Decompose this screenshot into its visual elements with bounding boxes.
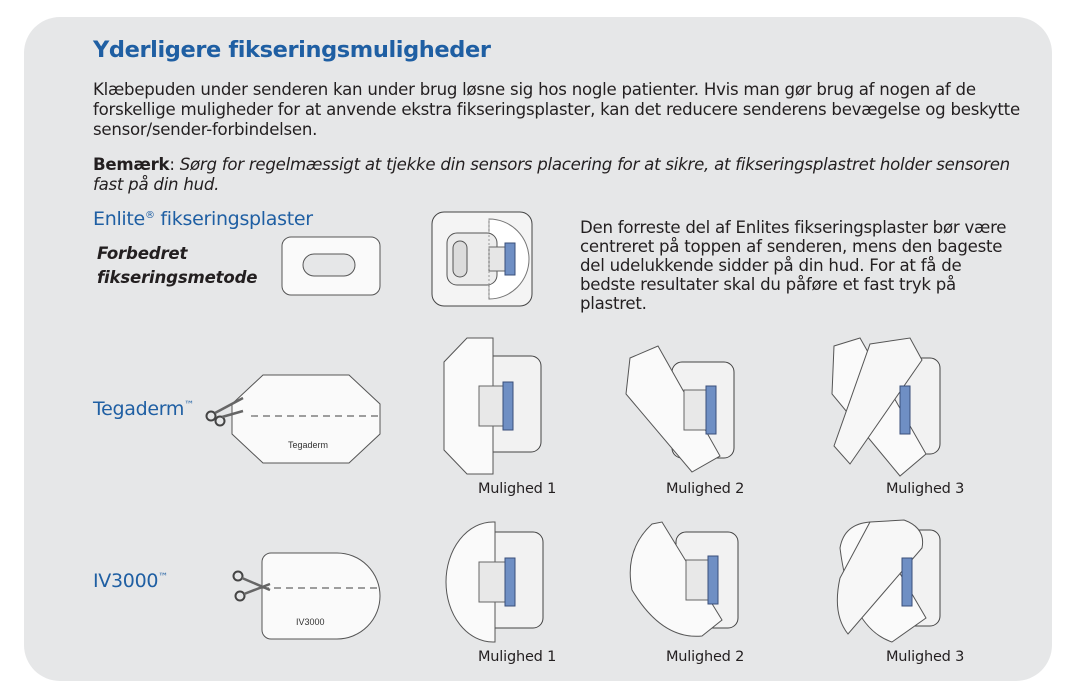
- tegaderm-option-1-caption: Mulighed 1: [478, 481, 557, 497]
- enlite-instructions: Den forreste del af Enlites fikseringsplaster bør være centreret på toppen af senderen, mens den bageste del udelukkende sidder på din hud. For at få de bedste resultater skal du påføre et fast tryk på plastret.: [580, 218, 1007, 313]
- enlite-label: [93, 208, 313, 230]
- iv3000-option-3-caption: Mulighed 3: [886, 649, 965, 665]
- tegaderm-label: [93, 398, 194, 420]
- scissors-icon: [205, 394, 245, 426]
- iv3000-option-1-illustration: [445, 520, 545, 644]
- trademark-mark: ™: [158, 572, 168, 583]
- tegaderm-option-2-caption: Mulighed 2: [666, 481, 745, 497]
- improved-line-2: fikseringsmetode: [97, 268, 258, 287]
- iv3000-patch-text: IV3000: [296, 617, 325, 627]
- note-paragraph: [93, 155, 1038, 195]
- trademark-mark: ™: [184, 400, 194, 411]
- tegaderm-option-3-illustration: [830, 336, 945, 478]
- page-title: Yderligere fikseringsmuligheder: [93, 37, 491, 63]
- registered-mark: ®: [144, 210, 155, 221]
- enlite-label-suffix: fikseringsplaster: [154, 208, 313, 230]
- enlite-patch-illustration: [281, 236, 381, 296]
- tegaderm-option-1-illustration: [443, 336, 543, 476]
- note-separator: :: [169, 155, 180, 174]
- scissors-icon: [232, 570, 272, 602]
- enlite-label-text: Enlite: [93, 208, 145, 230]
- improved-method-label: [97, 242, 257, 290]
- tegaderm-patch-illustration: [231, 374, 381, 464]
- iv3000-option-2-caption: Mulighed 2: [666, 649, 745, 665]
- iv3000-option-3-illustration: [830, 518, 945, 646]
- iv3000-label-text: IV3000: [93, 570, 159, 592]
- tegaderm-label-text: Tegaderm: [93, 398, 185, 420]
- improved-line-1: Forbedret: [97, 244, 188, 263]
- intro-paragraph: Klæbepuden under senderen kan under brug løsne sig hos nogle patienter. Hvis man gør brug af nogen af de forskellige muligheder for at anvende ekstra fikseringsplaster, kan det reducere senderens bevægelse og beskytte sensor/sender-forbindelsen.: [93, 80, 1020, 139]
- iv3000-option-1-caption: Mulighed 1: [478, 649, 557, 665]
- note-text: Sørg for regelmæssigt at tjekke din sensors placering for at sikre, at fikseringsplastret holder sensoren fast på din hud.: [93, 155, 1010, 194]
- tegaderm-patch-text: Tegaderm: [288, 440, 329, 450]
- note-label: Bemærk: [93, 155, 170, 174]
- iv3000-option-2-illustration: [622, 520, 742, 644]
- enlite-applied-illustration: [431, 211, 533, 307]
- tegaderm-option-3-caption: Mulighed 3: [886, 481, 965, 497]
- iv3000-label: [93, 570, 168, 592]
- tegaderm-option-2-illustration: [622, 344, 742, 474]
